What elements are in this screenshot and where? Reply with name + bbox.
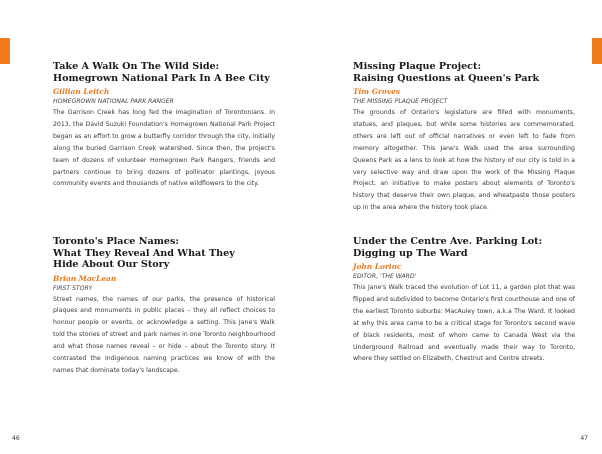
- entry-affiliation: THE MISSING PLAQUE PROJECT: [353, 98, 448, 105]
- left-edge-tab: [0, 38, 10, 64]
- entry-place-names: [53, 236, 275, 377]
- page-number-left: 46: [12, 435, 20, 442]
- entry-title: Missing Plaque Project: Raising Questions at Queen's Park: [353, 61, 540, 84]
- entry-body: The Garrison Creek has long fed the imagination of Torontonians. In 2013, the David Suzuki Foundation's Homegrown National Park Project began as an effort to grow a butterfly corridor through the city, initially along the buried Garrison Creek watershed. Since then, the project's team of dozens of volunteer Homegrown Park Rangers, friends and partners continue to bring dozens of pollinator plantings, joyous community events and thousands of native wildflowers to the city.: [53, 109, 275, 188]
- right-edge-tab: [592, 38, 602, 64]
- entry-body: The grounds of Ontario's legislature are filled with monuments, statues, and plaques, but while some histories are commemorated, others are left out of official narratives or even left to fade from memory altogether. This Jane's Walk used the area surrounding Queens Park as a lens to look at how the history of our city is told in a very selective way and draw upon the work of the Missing Plaque Project, an initiative to make posters about elements of Toronto's history that deserve their own plaque, and wheatpaste those posters up in the area where the history took place.: [353, 109, 575, 212]
- entry-author: Gillian Leitch: [53, 87, 110, 96]
- entry-missing-plaque: [353, 61, 575, 214]
- entry-title: Under the Centre Ave. Parking Lot: Digging up The Ward: [353, 236, 543, 259]
- entry-affiliation: FIRST STORY: [53, 284, 93, 292]
- entry-wild-side: [53, 61, 275, 190]
- entry-title: Toronto's Place Names: What They Reveal And What They Hide About Our Story: [53, 236, 235, 270]
- entry-affiliation: EDITOR, 'THE WARD': [353, 273, 417, 280]
- entry-body: Street names, the names of our parks, the presence of historical plaques and monuments in public places – they all reflect choices to honour people or events, or acknowledge a setting. This Jane's Walk told the stories of street and park names in one Toronto neighbourhood and what those names reveal – or hide – about the Toronto story. It contrasted the Indigenous naming practices we know of with the names that dominate today's landscape.: [53, 295, 275, 374]
- entry-author: Brian MacLean: [53, 273, 117, 283]
- entry-author: Tim Groves: [353, 87, 400, 96]
- entry-affiliation: HOMEGROWN NATIONAL PARK RANGER: [53, 98, 174, 105]
- page-number-right: 47: [580, 435, 588, 442]
- entry-author: John Lorinc: [353, 262, 402, 271]
- entry-centre-ave: [353, 236, 575, 365]
- entry-title: Take A Walk On The Wild Side: Homegrown National Park In A Bee City: [53, 61, 270, 84]
- entry-body: This Jane's Walk traced the evolution of Lot 11, a garden plot that was flipped and subdivided to become Ontario's first courthouse and one of the earliest Toronto suburbs: MacAuley town, a.k.a The Ward. It looked at why this area came to be a critical stage for Toronto's second wave of black residents, most of whom came to Canada West via the Underground Railroad and eventually made their way to Toronto, where they settled on Elizabeth, Chestnut and Centre streets.: [353, 284, 575, 363]
